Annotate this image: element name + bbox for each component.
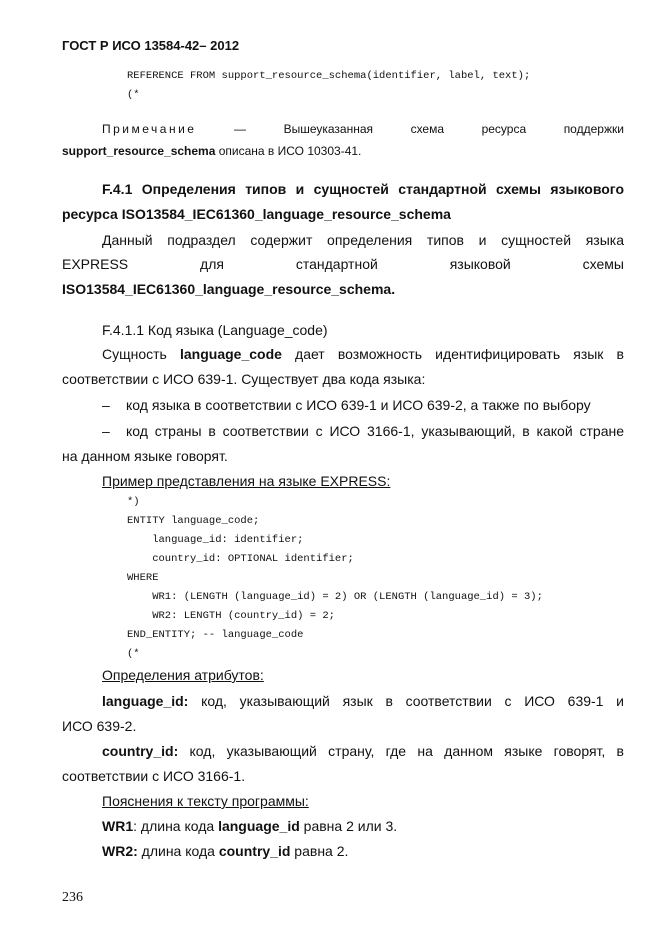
schema-title: ISO13584_IEC61360_language_resource_schema.: [62, 281, 396, 297]
code-line: country_id: OPTIONAL identifier;: [127, 553, 354, 565]
word: языковой: [449, 256, 511, 272]
text: равна 2 или 3.: [299, 818, 398, 834]
attribute-def-cont: ИСО 639-2.: [62, 718, 137, 734]
section-heading-2: ресурса ISO13584_IEC61360_language_resource_schema: [62, 206, 451, 222]
list-item-cont: на данном языке говорят.: [62, 448, 228, 464]
note-rest: описана в ИСО 10303-41.: [215, 144, 362, 158]
paragraph-line: соответствии с ИСО 639-1. Существует два кода языка:: [62, 371, 426, 387]
rule-name: WR1: [102, 818, 134, 834]
word: для: [200, 256, 224, 272]
text: равна 2.: [290, 843, 349, 859]
list-item: код страны в соответствии с ИСО 3166-1, указывающий, в какой стране: [126, 423, 624, 439]
code-line: ENTITY language_code;: [127, 515, 260, 527]
note-line: [102, 122, 624, 136]
attribute-name: country_id: [218, 843, 291, 859]
code-line: END_ENTITY; -- language_code: [127, 629, 304, 641]
code-line: *): [127, 496, 140, 508]
attribute-def: [102, 739, 624, 764]
list-item: код языка в соответствии с ИСО 639-1 и ИСО 639-2, а также по выбору: [126, 397, 591, 413]
rule-wr1: [102, 814, 397, 839]
note-word: ресурса: [481, 122, 527, 136]
list-dash: –: [102, 423, 110, 439]
rule-wr2: [102, 839, 348, 864]
note-dash: —: [234, 122, 247, 136]
rule-name: WR2:: [102, 843, 138, 859]
paragraph: Данный подраздел содержит определения типов и сущностей языка: [102, 232, 624, 248]
document-header: ГОСТ Р ИСО 13584-42– 2012: [62, 38, 240, 53]
text: код, указывающий страну, где на данном языке говорят, в: [178, 743, 624, 759]
paragraph-line: [62, 252, 624, 277]
attribute-name: country_id:: [102, 743, 179, 759]
page-number: 236: [62, 890, 83, 905]
text: : длина кода: [133, 818, 219, 834]
text: код, указывающий язык в соответствии с ИСО 639-1 и: [188, 693, 624, 709]
list-dash: –: [102, 397, 110, 413]
entity-name: language_code: [179, 346, 282, 362]
schema-name: support_resource_schema: [62, 144, 216, 158]
note-word: схема: [410, 122, 445, 136]
text: Сущность: [102, 346, 180, 362]
subsection-title: F.4.1.1 Код языка (Language_code): [102, 322, 328, 338]
code-line: (*: [127, 648, 140, 660]
word: стандартной: [295, 256, 378, 272]
text: дает возможность идентифицировать язык в: [281, 346, 624, 362]
note-line-2: [62, 144, 361, 158]
code-line: WR2: LENGTH (country_id) = 2;: [127, 610, 335, 622]
attrs-label: Определения атрибутов:: [102, 667, 264, 683]
code-line: WHERE: [127, 572, 159, 584]
example-label: Пример представления на языке EXPRESS:: [102, 473, 391, 489]
attribute-def-cont: соответствии с ИСО 3166-1.: [62, 768, 246, 784]
attribute-name: language_id:: [102, 693, 189, 709]
code-line: language_id: identifier;: [127, 534, 304, 546]
section-heading: F.4.1 Определения типов и сущностей стандартной схемы языкового: [102, 181, 624, 197]
text: длина кода: [137, 843, 219, 859]
attribute-name: language_id: [218, 818, 300, 834]
paragraph: [102, 342, 624, 367]
code-line: (*: [127, 89, 140, 101]
note-word: поддержки: [563, 122, 624, 136]
code-line: REFERENCE FROM support_resource_schema(identifier, label, text);: [127, 70, 531, 82]
note-word: Вышеуказанная: [283, 122, 374, 136]
explanations-label: Пояснения к тексту программы:: [102, 793, 309, 809]
word: схемы: [582, 256, 624, 272]
attribute-def: [102, 689, 624, 714]
code-line: WR1: (LENGTH (language_id) = 2) OR (LENGTH (language_id) = 3);: [127, 591, 543, 603]
word: EXPRESS: [62, 256, 129, 272]
note-label: Примечание: [102, 122, 197, 136]
